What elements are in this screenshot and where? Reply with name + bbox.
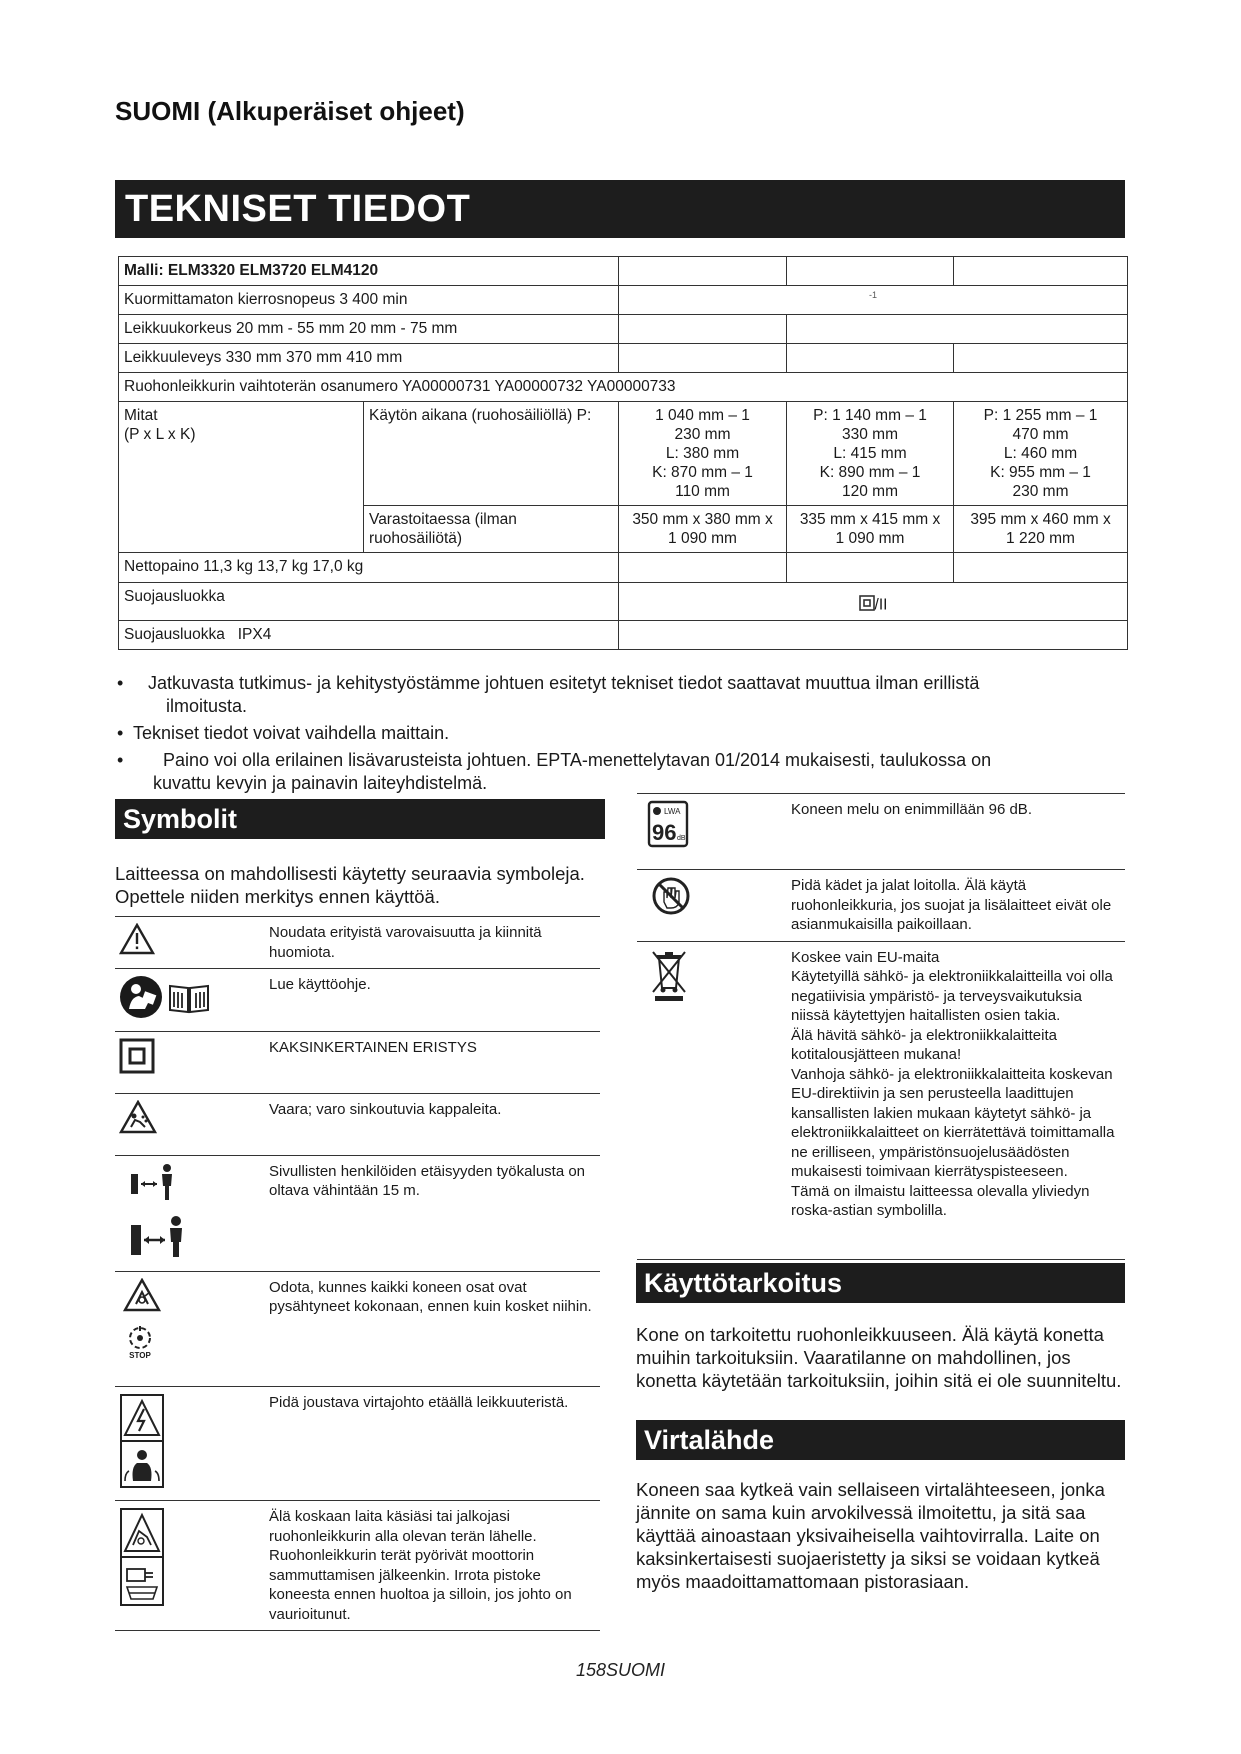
blade-hand-hazard-icon (119, 1507, 261, 1613)
cord-away-icon (125, 1450, 159, 1481)
unplug-icon (127, 1569, 157, 1599)
spec-row-protection-ip: Suojausluokka IPX4 (119, 621, 619, 650)
symbol-text: Älä koskaan laita käsiäsi tai jalkojasi ruohonleikkurin alla olevan terän lähelle. Ruohonleikkurin terät pyörivät moottorin sammuttamisen jälkeenkin. Irrota pistoke koneesta ennen huoltoa ja silloin, jos johto on vaurioitunut. (265, 1501, 600, 1631)
power-supply-title: Virtalähde (644, 1425, 775, 1455)
flying-objects-icon (119, 1121, 157, 1138)
spec-row-protection-class: Suojausluokka (119, 583, 619, 621)
symbols-title-bar (115, 799, 605, 839)
page-language-title: SUOMI (Alkuperäiset ohjeet) (115, 96, 465, 126)
rotating-blade-warning-icon (123, 1278, 161, 1318)
intended-use-title-bar (636, 1263, 1125, 1303)
stop-label: STOP (129, 1351, 151, 1360)
bystander-distance-icon (129, 1162, 179, 1208)
stop-icon (125, 1325, 155, 1360)
symbol-text: Odota, kunnes kaikki koneen osat ovat pysähtyneet kokonaan, ennen kuin kosket niihin. (265, 1271, 600, 1386)
book-icon (167, 980, 211, 1020)
symbol-text: Lue käyttöohje. (265, 969, 600, 1032)
double-insulation-icon (119, 1061, 155, 1078)
symbols-table-right (637, 793, 1125, 1260)
spec-dimensions-label: Mitat (P x L x K) (119, 402, 364, 553)
spec-dim-storage-elm4120: 395 mm x 460 mm x 1 220 mm (954, 506, 1128, 553)
symbol-text: Vaara; varo sinkoutuvia kappaleita. (265, 1093, 600, 1155)
spec-row-speed: Kuormittamaton kierrosnopeus 3 400 min (119, 286, 619, 315)
spec-model-row: Malli: ELM3320 ELM3720 ELM4120 (119, 257, 619, 286)
noise-badge-unit: dB (677, 835, 686, 842)
page-number: 158SUOMI (575, 1660, 666, 1680)
spec-ip-value: IPX4 (237, 626, 272, 643)
symbol-text: Noudata erityistä varovaisuutta ja kiinnitä huomiota. (265, 917, 600, 969)
symbols-intro: Laitteessa on mahdollisesti käytetty seuraavia symboleja. Opettele niiden merkitys ennen käyttöä. (115, 863, 585, 907)
symbol-text: Sivullisten henkilöiden etäisyyden työkalusta on oltava vähintään 15 m. (265, 1155, 600, 1271)
spec-note: • Jatkuvasta tutkimus- ja kehitystyöstämme johtuen esitetyt tekniset tiedot saattavat muuttua ilman erillistä ilmoitusta. (117, 673, 980, 716)
bystander-distance-large-icon (129, 1215, 189, 1265)
spec-dim-use-elm4120: P: 1 255 mm – 1 470 mm L: 460 mm K: 955 mm – 1 230 mm (954, 402, 1128, 506)
noise-badge-top: LWA (664, 807, 681, 816)
spec-dimensions-storage-label: Varastoitaessa (ilman ruohosäiliötä) (364, 506, 619, 553)
symbol-text: Koskee vain EU-maita Käytetyillä sähkö- ja elektroniikkalaitteilla voi olla negatiivisia ympäristö- ja terveysvaikutuksia niissä käytettyjen haitallisten osien takia. Älä hävitä sähkö- ja elektroniikkalaitteita kotitalousjätteen mukana! Vanhoja sähkö- ja elektroniikkalaitteita koskevan EU-direktiivin ja sen perusteella laadittujen kansallisten lakien mukaan käytetyt sähkö- ja elektroniikkalaitteet on kierrätettävä toimittamalla ne erilliseen, ympäristönsuojelusäädösten mukaisesti toimivaan kierrätyspisteeseen. Tämä on ilmaistu laitteessa olevalla yliviedyn roska-astian symbolilla. (787, 941, 1125, 1259)
power-supply-text: Koneen saa kytkeä vain sellaiseen virtalähteeseen, jonka jännite on sama kuin arvokilvessä ilmoitettu, ja sitä saa käyttää ainoastaan yksivaiheisella vaihtovirralla. Laite on kaksinkertaisesti suojaeristetty ja siksi se voidaan kytkeä myös maadoittamattomaan pistorasiaan. (636, 1479, 1105, 1592)
symbols-title: Symbolit (123, 804, 238, 834)
spec-note: • Tekniset tiedot voivat vaihdella maittain. (117, 723, 450, 743)
electric-hazard-icon (119, 1393, 261, 1495)
intended-use-text: Kone on tarkoitettu ruohonleikkuuseen. Älä käytä konetta muihin tarkoituksiin. Vaaratilanne on mahdollinen, jos konetta käytetään tarkoituksiin, joihin sitä ei ole suunniteltu. (636, 1324, 1122, 1391)
warning-triangle-icon (119, 942, 155, 959)
spec-notes (115, 672, 1125, 799)
symbols-table-left (115, 916, 600, 1631)
noise-badge-value: 96 (652, 820, 677, 845)
spec-dim-use-elm3320: 1 040 mm – 1 230 mm L: 380 mm K: 870 mm – 1 110 mm (619, 402, 787, 506)
double-insulation-small-icon (859, 595, 875, 616)
spec-row-cut-height: Leikkuukorkeus 20 mm - 55 mm 20 mm - 75 mm (119, 315, 619, 344)
keep-hands-away-icon (641, 876, 783, 922)
weee-bin-icon (641, 948, 783, 1008)
spec-dimensions-use-label: Käytön aikana (ruohosäiliöllä) P: (364, 402, 619, 506)
read-manual-icon (119, 975, 163, 1025)
symbol-text: Pidä kädet ja jalat loitolla. Älä käytä ruohonleikkuria, jos suojat ja lisälaitteet eivät ole asianmukaisilla paikoillaan. (787, 870, 1125, 942)
spec-dim-storage-elm3320: 350 mm x 380 mm x 1 090 mm (619, 506, 787, 553)
symbol-text: Pidä joustava virtajohto etäällä leikkuuteristä. (265, 1386, 600, 1501)
intended-use-title: Käyttötarkoitus (644, 1268, 843, 1298)
symbol-text: Koneen melu on enimmillään 96 dB. (787, 794, 1125, 870)
power-supply-title-bar (636, 1420, 1125, 1460)
spec-row-cut-width: Leikkuuleveys 330 mm 370 mm 410 mm (119, 344, 619, 373)
spec-speed-unit-note: -1 (869, 290, 878, 300)
spec-row-blade-part: Ruohonleikkurin vaihtoterän osanumero YA00000731 YA00000732 YA00000733 (119, 373, 1128, 402)
spec-note: • Paino voi olla erilainen lisävarusteista johtuen. EPTA-menettelytavan 01/2014 mukaisesti, taulukossa on kuvattu kevyin ja painavin laiteyhdistelmä. (117, 750, 992, 793)
symbol-text: KAKSINKERTAINEN ERISTYS (265, 1031, 600, 1093)
specs-title-bar (115, 180, 1125, 238)
spec-dim-use-elm3720: P: 1 140 mm – 1 330 mm L: 415 mm K: 890 mm – 1 120 mm (787, 402, 954, 506)
spec-row-net-weight: Nettopaino 11,3 kg 13,7 kg 17,0 kg (119, 553, 619, 583)
spec-protection-class-value: /II (874, 596, 888, 614)
spec-table (118, 256, 1128, 650)
noise-level-icon (641, 800, 783, 854)
spec-dim-storage-elm3720: 335 mm x 415 mm x 1 090 mm (787, 506, 954, 553)
specs-title: TEKNISET TIEDOT (125, 188, 471, 230)
